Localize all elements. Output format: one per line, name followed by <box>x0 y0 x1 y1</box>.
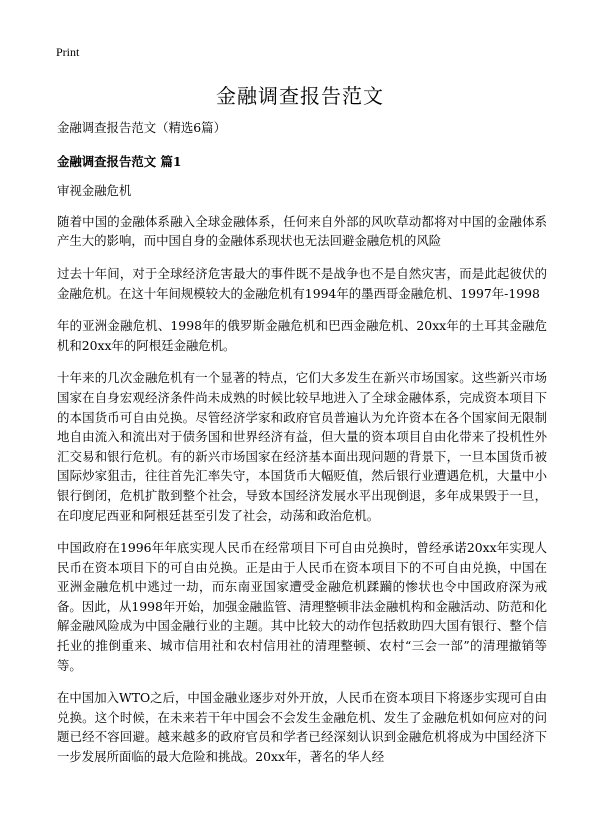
document-subtitle: 金融调查报告范文（精选6篇） <box>57 120 226 135</box>
document-body <box>57 118 547 780</box>
paragraph-5: 中国政府在1996年年底实现人民币在经常项目下可自由兑换时，曾经承诺20xx年实现人民币在资本项目下的可自由兑换。正是由于人民币在资本项目下的不可自由兑换，中国在亚洲金融危机中逃过一劫，而东南亚国家遭受金融危机蹂躏的惨状也令中国政府深为戒备。因此，从1998年开始，加强金融监管、清理整顿非法金融机构和金融活动、防范和化解金融风险成为中国金融行业的主题。其中比较大的动作包括救助四大国有银行、整个信托业的推倒重来、城市信用社和农村信用社的清理整顿、农村“三会一部”的清理撤销等等。 <box>57 540 547 673</box>
paragraph-6: 在中国加入WTO之后，中国金融业逐步对外开放，人民币在资本项目下将逐步实现可自由兑换。这个时候，在未来若干年中国会不会发生金融危机、发生了金融危机如何应对的问题已经不容回避。越来越多的政府官员和学者已经深刻认识到金融危机将成为中国经济下一步发展所面临的最大危险和挑战。20xx年，著名的华人经 <box>57 690 547 765</box>
paragraph-4: 十年来的几次金融危机有一个显著的特点，它们大多发生在新兴市场国家。这些新兴市场国家在自身宏观经济条件尚未成熟的时候比较早地进入了全球金融体系，完成资本项目下的本国货币可自由兑换。尽管经济学家和政府官员普遍认为允许资本在各个国家间无限制地自由流入和流出对于债务国和世界经济有益，但大量的资本项目自由化带来了投机性外汇交易和银行危机。有的新兴市场国家在经济基本面出现问题的背景下，一旦本国货币被国际炒家狙击，往往首先汇率失守，本国货币大幅贬值，然后银行业遭遇危机，大量中小银行倒闭，危机扩散到整个社会，导致本国经济发展水平出现倒退，多年成果毁于一旦，在印度尼西亚和阿根廷甚至引发了社会，动荡和政治危机。 <box>57 370 547 523</box>
paragraph-2: 过去十年间，对于全球经济危害最大的事件既不是战争也不是自然灾害，而是此起彼伏的金融危机。在这十年间规模较大的金融危机有1994年的墨西哥金融危机、1997年-1998 <box>57 265 547 301</box>
print-link[interactable]: Print <box>56 45 80 59</box>
document-title: 金融调查报告范文 <box>216 84 384 108</box>
paragraph-3: 年的亚洲金融危机、1998年的俄罗斯金融危机和巴西金融危机、20xx年的土耳其金融危机和20xx年的阿根廷金融危机。 <box>57 318 547 353</box>
section-heading: 金融调查报告范文 篇1 <box>57 153 182 169</box>
section-intro: 审视金融危机 <box>57 183 132 199</box>
paragraph-1: 随着中国的金融体系融入全球金融体系，任何来自外部的风吹草动都将对中国的金融体系产生大的影响，而中国自身的金融体系现状也无法回避金融危机的风险 <box>57 213 547 249</box>
